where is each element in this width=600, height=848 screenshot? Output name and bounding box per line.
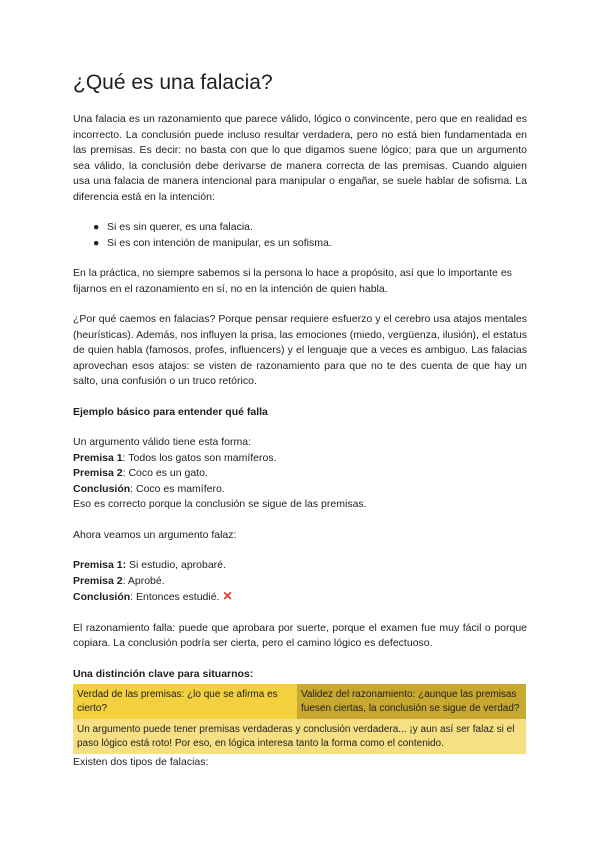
closing-line: Existen dos tipos de falacias: — [73, 756, 209, 768]
valid-argument — [73, 435, 527, 513]
distinction-table — [73, 684, 526, 754]
list-item: ● Si es sin querer, es una falacia. — [93, 220, 527, 236]
cross-mark-icon: ✕ — [222, 589, 233, 603]
valid-premise-1: Premisa 1: Todos los gatos son mamíferos. — [73, 451, 277, 464]
fallacy-premise-1: Premisa 1: Si estudio, aprobaré. — [73, 559, 226, 571]
valid-conclusion: Conclusión: Coco es mamífero. — [73, 482, 225, 495]
intention-list — [73, 220, 527, 251]
list-item: ● Si es con intención de manipular, es un sofisma. — [93, 236, 527, 252]
why-paragraph: ¿Por qué caemos en falacias? Porque pensar requiere esfuerzo y el cerebro usa atajos mentales (heurísticas). Además, nos influyen la prisa, las emociones (miedo, vergüenza, ilusión), el estatus de quien habla (famosos, profes, influencers) y el lenguaje que a veces es ambiguo. Las falacias aprovechan esos atajos: se visten de razonamiento para que no te des cuenta de que hay un salto, una confusión o un truco retórico. — [73, 313, 527, 387]
valid-explanation: Eso es correcto porque la conclusión se sigue de las premisas. — [73, 498, 367, 510]
page-title: ¿Qué es una falacia? — [73, 71, 273, 94]
valid-intro: Un argumento válido tiene esta forma: — [73, 436, 252, 448]
example-heading: Ejemplo básico para entender qué falla — [73, 405, 268, 418]
fallacy-argument — [73, 558, 527, 606]
table-cell-note: Un argumento puede tener premisas verdaderas y conclusión verdadera... ¡y aun así ser falaz si el paso lógico está roto! Por eso, en lógica interesa tanto la forma como el contenido. — [73, 719, 526, 754]
distinction-heading: Una distinción clave para situarnos: — [73, 667, 254, 680]
fallacy-explanation: El razonamiento falla: puede que aprobara por suerte, porque el examen fue muy fácil o porque copiara. La conclusión podría ser cierta, pero el camino lógico es defectuoso. — [73, 621, 527, 649]
bullet-icon: ● — [93, 221, 100, 233]
bullet-icon: ● — [93, 236, 100, 249]
intro-paragraph: Una falacia es un razonamiento que parece válido, lógico o convincente, pero que en realidad es incorrecto. La conclusión puede incluso resultar verdadera, pero no está bien fundamentada en las premisas. Es decir: no basta con que lo que digamos suene lógico; para que un argumento sea válido, la conclusión debe derivarse de manera correcta de las premisas. Cuando alguien usa una falacia de manera intencional para manipular o engañar, se suele hablar de sofisma. La diferencia está en la intención: — [73, 113, 527, 203]
fallacy-intro: Ahora veamos un argumento falaz: — [73, 528, 237, 541]
table-cell-validity: Validez del razonamiento: ¿aunque las premisas fuesen ciertas, la conclusión se sigue de verdad? — [297, 684, 526, 719]
valid-premise-2: Premisa 2: Coco es un gato. — [73, 467, 208, 479]
fallacy-conclusion: Conclusión: Entonces estudié. ✕ — [73, 589, 233, 603]
practice-paragraph: En la práctica, no siempre sabemos si la persona lo hace a propósito, así que lo importante es fijarnos en el razonamiento en sí, no en la intención de quien habla. — [73, 267, 512, 295]
table-cell-truth: Verdad de las premisas: ¿lo que se afirma es cierto? — [73, 684, 297, 719]
fallacy-premise-2: Premisa 2: Aprobé. — [73, 574, 165, 587]
